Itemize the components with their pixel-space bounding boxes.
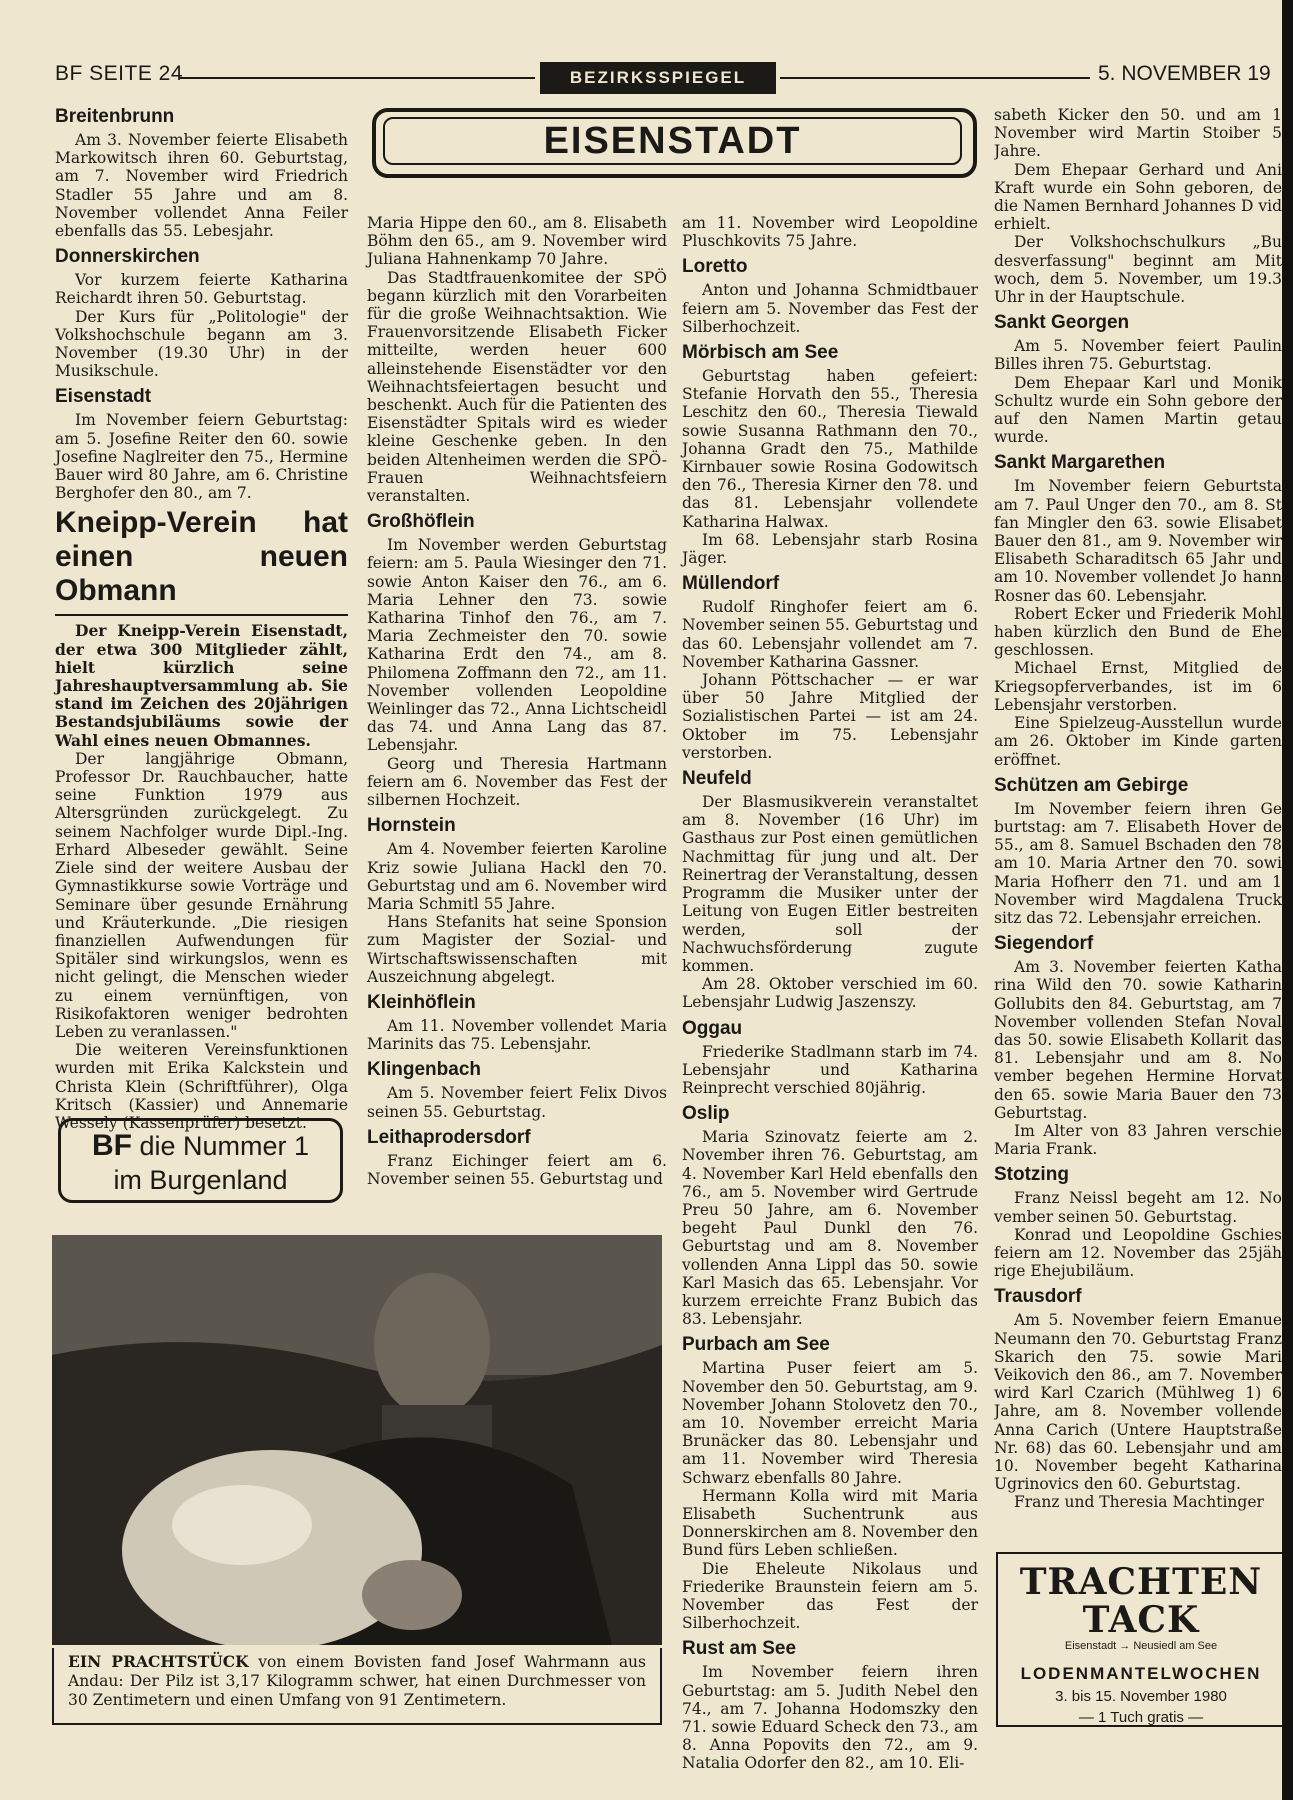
section-title: Schützen am Gebirge bbox=[994, 774, 1189, 796]
paragraph: Am 5. November feiert Felix Divos seinen 55. Geburtstag. bbox=[367, 1084, 667, 1121]
paragraph: Der Volkshochschulkurs „Bu desverfassung" beginnt am Mit woch, dem 5. November, um 19.3 Uhr in der Hauptschule. bbox=[994, 233, 1282, 307]
paragraph: Im November feiern ihren Ge burtstag: am 7. Elisabeth Hover de 55., am 8. Samuel Bschaden den 78 am 10. Maria Artner den 70. sowi Maria Hofherr den 71. und am 1 November wird Magdalena Truck sitz das 72. Lebensjahr erreichen. bbox=[994, 799, 1282, 927]
paragraph: Am 11. November vollendet Maria Marinits das 75. Lebensjahr. bbox=[367, 1016, 667, 1054]
section-title: Oggau bbox=[682, 1017, 743, 1039]
issue-date: 5. NOVEMBER 19 bbox=[1098, 62, 1271, 85]
column-3 bbox=[682, 214, 978, 1773]
trachten-logo-line1: TRACHTEN bbox=[1019, 1561, 1263, 1603]
paragraph: Friederike Stadlmann starb im 74. Lebensjahr und Katharina Reinprecht verschied 80jährig. bbox=[682, 1042, 978, 1097]
paragraph: Anton und Johanna Schmidtbauer feiern am 5. November das Fest der Silberhochzeit. bbox=[682, 281, 978, 336]
paragraph: Die weiteren Vereinsfunktionen wurden mit Erika Kalckstein und Christa Klein (Schriftführer), Olga Kritsch (Kassier) und Annemarie Wessely (Kassenprüfer) besetzt. bbox=[55, 1041, 348, 1132]
paragraph: Im November feiern Geburtsta am 7. Paul Unger den 70., am 8. St fan Mingler den 63. sowie Elisabet Bauer den 81., am 9. November wir Elisabeth Scharaditsch 65 Jahr und am 10. November vollendet Jo hann Rosner das 60. Lebensjahr. bbox=[994, 477, 1282, 605]
bf-advert bbox=[58, 1118, 343, 1203]
paragraph: Johann Pöttschacher — er war über 50 Jahre Mitglied der Sozialistischen Partei — ist am 24. Oktober im 75. Lebensjahr verstorben. bbox=[682, 671, 978, 762]
photo-illustration bbox=[52, 1235, 662, 1645]
paragraph: Der Kurs für „Politologie" der Volkshochschule begann am 3. November (19.30 Uhr) in der Musikschule. bbox=[55, 307, 348, 381]
paragraph: Martina Puser feiert am 5. November den 50. Geburtstag, am 9. November Johann Stolovetz den 70., am 10. November erreicht Maria Brunäcker das 80. Lebensjahr und am 11. November wird Theresia Schwarz ebenfalls 80 Jahre. bbox=[682, 1359, 978, 1487]
paragraph: Robert Ecker und Friederik Mohl haben kürzlich den Bund de Ehe geschlossen. bbox=[994, 604, 1282, 660]
paragraph: Im Alter von 83 Jahren verschie Maria Frank. bbox=[994, 1121, 1282, 1159]
bf-ad-line2: im Burgenland bbox=[113, 1165, 288, 1195]
paragraph: Im November feiern Geburtstag: am 5. Josefine Reiter den 60. sowie Josefine Naglreiter den 75., Hermine Bauer wird 80 Jahre, am 6. Christine Berghofer den 80., am 7. bbox=[55, 411, 348, 503]
paragraph: Franz Eichinger feiert am 6. November seinen 55. Geburtstag und bbox=[367, 1151, 667, 1188]
paragraph: Hans Stefanits hat seine Sponsion zum Magister der Sozial- und Wirtschaftswissenschaften mit Auszeichnung abgelegt. bbox=[367, 913, 667, 986]
paragraph: Hermann Kolla wird mit Maria Elisabeth Suchentrunk aus Donnerskirchen am 8. November den Bund fürs Leben schließen. bbox=[682, 1486, 978, 1560]
trachten-locations: Eisenstadt → Neusiedl am See bbox=[1064, 1640, 1218, 1652]
paragraph: Am 3. November feierten Katha rina Wild den 70. sowie Katharin Gollubits den 84. Geburtstag, am 7 November vollenden Stefan Noval das 50. sowie Elisabeth Kollarit das 81. Lebensjahr und am 8. No vember begehen Hermine Horvat den 65. sowie Maria Bauer den 73 Geburtstag. bbox=[994, 958, 1282, 1122]
paragraph: am 11. November wird Leopoldine Pluschkovits 75 Jahre. bbox=[682, 214, 978, 251]
paragraph: Michael Ernst, Mitglied de Kriegsopferverbandes, ist im 6 Lebensjahr verstorben. bbox=[994, 659, 1282, 714]
header-rule-right bbox=[780, 77, 1090, 79]
column-1 bbox=[55, 106, 348, 1132]
section-title: Loretto bbox=[682, 256, 748, 278]
section-title: Mörbisch am See bbox=[682, 342, 839, 364]
section-title: Stotzing bbox=[994, 1164, 1069, 1186]
section-title: Kleinhöflein bbox=[367, 991, 476, 1013]
paragraph: Am 5. November feiern Emanue Neumann den 70. Geburtstag Franz Skarich den 75. sowie Mari Veikovich den 86., am 7. November wird Karl Czarich (Mühlweg 1) 6 Jahre, am 8. November vollende Anna Carich (Untere Hauptstraße Nr. 68) das 60. Lebensjahr und am 10. November begeht Katharina Ugrinovics den 60. Geburtstag. bbox=[994, 1311, 1282, 1494]
paragraph: Am 28. Oktober verschied im 60. Lebensjahr Ludwig Jaszenszy. bbox=[682, 975, 978, 1012]
section-title: Oslip bbox=[682, 1103, 730, 1125]
paragraph: Am 4. November feierten Karoline Kriz sowie Juliana Hackl den 70. Geburtstag und am 6. November wird Maria Schmitl 55 Jahre. bbox=[367, 840, 667, 913]
news-photo bbox=[52, 1235, 662, 1645]
bf-logo: BF bbox=[91, 1129, 132, 1162]
paragraph: Am 3. November feierte Elisabeth Markowitsch ihren 60. Geburtstag, am 7. November wird Friedrich Stadler 55 Jahre und am 8. November vollendet Anna Feiler ebenfalls das 55. Lebesjahr. bbox=[55, 131, 348, 241]
article-headline: Kneipp-Verein hat einen neuen Obmann bbox=[55, 506, 348, 608]
photo-caption bbox=[52, 1648, 662, 1725]
banner-title: EISENSTADT bbox=[383, 117, 962, 165]
trachten-offer: — 1 Tuch gratis — bbox=[1078, 1709, 1204, 1726]
paragraph: Vor kurzem feierte Katharina Reichardt ihren 50. Geburtstag. bbox=[55, 271, 348, 308]
paragraph: Im November feiern ihren Geburtstag: am 5. Judith Nebel den 74., am 7. Johanna Hodomszky den 71. sowie Eduard Scheck den 73., am 8. Anna Popovits den 72., am 9. Natalia Odorfer den 82., am 10. Eli- bbox=[682, 1663, 978, 1773]
scan-edge bbox=[1282, 0, 1293, 1800]
article-lead: Der Kneipp-Verein Eisenstadt, der etwa 300 Mitglieder zählt, hielt kürzlich seine Jahreshauptversammlung ab. Sie stand im Zeichen des 20jährigen Bestandsjubiläums sowie der Wahl eines neuen Obmannes. bbox=[55, 614, 348, 749]
section-title: Großhöflein bbox=[367, 511, 475, 533]
section-title: Trausdorf bbox=[994, 1286, 1082, 1308]
section-title: Breitenbrunn bbox=[55, 106, 175, 127]
paragraph: Dem Ehepaar Karl und Monik Schultz wurde ein Sohn gebore der auf den Namen Martin getau wurde. bbox=[994, 373, 1282, 447]
paragraph: Franz Neissl begeht am 12. No vember seinen 50. Geburtstag. bbox=[994, 1189, 1282, 1226]
paragraph: Am 5. November feiert Paulin Billes ihren 75. Geburtstag. bbox=[994, 337, 1282, 374]
paragraph: Konrad und Leopoldine Gschies feiern am 12. November das 25jäh rige Ehejubiläum. bbox=[994, 1225, 1282, 1281]
paragraph: sabeth Kicker den 50. und am 1 November wird Martin Stoiber 5 Jahre. bbox=[994, 106, 1282, 161]
section-title: Neufeld bbox=[682, 768, 752, 790]
section-title: Siegendorf bbox=[994, 933, 1094, 955]
header-rule-left bbox=[180, 77, 535, 79]
paragraph: Geburtstag haben gefeiert: Stefanie Horvath den 55., Theresia Leschitz den 60., Theresia Tiewald sowie Susanna Rathmann den 70., Johanna Gradt den 75., Mathilde Kirnbauer sowie Rosina Godowitsch den 76., Theresia Kirner den 78. und das 81. Lebensjahr vollendete Katharina Halwax. bbox=[682, 367, 978, 531]
trachten-logo-line2: TACK bbox=[1082, 1599, 1200, 1641]
paragraph: Dem Ehepaar Gerhard und Ani Kraft wurde ein Sohn geboren, de die Namen Bernhard Johannes D vid erhielt. bbox=[994, 160, 1282, 234]
paragraph: Eine Spielzeug-Ausstellun wurde am 26. Oktober im Kinde garten eröffnet. bbox=[994, 714, 1282, 769]
paragraph: Rudolf Ringhofer feiert am 6. November seinen 55. Geburtstag und das 60. Lebensjahr vollendet am 7. November Katharina Gassner. bbox=[682, 598, 978, 671]
paragraph: Der langjährige Obmann, Professor Dr. Rauchbaucher, hatte seine Funktion 1979 aus Altersgründen zurückgelegt. Zu seinem Nachfolger wurde Dipl.-Ing. Erhard Albeseder gewählt. Seine Ziele sind der weitere Ausbau der Gymnastikkurse sowie Vorträge und Seminare über gesunde Ernährung und Kräuterkunde. „Die riesigen finanziellen Aufwendungen für Spitäler sind wirkungslos, wenn es nicht gelingt, die Menschen wieder zu einem vernünftigen, von Risikofaktoren weniger bedrohten Leben zu veranlassen." bbox=[55, 749, 348, 1041]
trachten-dates: 3. bis 15. November 1980 bbox=[1055, 1688, 1227, 1705]
paragraph: Maria Hippe den 60., am 8. Elisabeth Böhm den 65., am 9. November wird Juliana Hahnenkamp 70 Jahre. bbox=[367, 214, 667, 269]
section-title: Sankt Georgen bbox=[994, 312, 1130, 334]
section-title: Hornstein bbox=[367, 815, 456, 837]
trachten-headline: LODENMANTELWOCHEN bbox=[1020, 1664, 1262, 1683]
paragraph: Maria Szinovatz feierte am 2. November ihren 76. Geburtstag, am 4. November Karl Held ebenfalls den 76., am 5. November wird Gertrude Preu 50 Jahre, am 6. November begeht Paul Dunkl den 76. Geburtstag und am 8. November vollenden Anna Lippl das 50. sowie Karl Masich das 65. Lebensjahr. Vor kurzem erreichte Franz Bubich das 83. Lebensjahr. bbox=[682, 1128, 978, 1329]
paragraph: Der Blasmusikverein veranstaltet am 8. November (16 Uhr) im Gasthaus zur Post einen gemütlichen Nachmittag für jung und alt. Der Reinertrag der Veranstaltung, dessen Programm die Musiker unter der Leitung von Eugen Eitler bestreiten werden, soll der Nachwuchsförderung zugute kommen. bbox=[682, 793, 978, 975]
caption-text: von einem Bovisten fand Josef Wahrmann aus Andau: Der Pilz ist 3,17 Kilogramm schwer, hat einen Durchmesser von 30 Zentimetern und einen Umfang von 91 Zentimetern. bbox=[68, 1653, 646, 1709]
paragraph: Im November werden Geburtstag feiern: am 5. Paula Wiesinger den 71. sowie Anton Kaiser den 76., am 6. Maria Lehner den 73. sowie Katharina Tinhof den 76., am 7. Maria Zechmeister den 70. sowie Katharina Erdt den 74., am 8. Philomena Zoffmann den 72., am 11. November vollenden Leopoldine Weinlinger das 72., Anna Lichtscheidl das 74. und Anna Lang das 87. Lebensjahr. bbox=[367, 536, 667, 755]
section-title: Leithaprodersdorf bbox=[367, 1126, 531, 1148]
paragraph: Im 68. Lebensjahr starb Rosina Jäger. bbox=[682, 530, 978, 568]
page-label: BF SEITE 24 bbox=[55, 62, 184, 85]
column-2 bbox=[367, 214, 667, 1188]
paragraph: Franz und Theresia Machtinger bbox=[1014, 1493, 1264, 1512]
section-title: Donnerskirchen bbox=[55, 246, 200, 268]
section-title: Müllendorf bbox=[682, 573, 780, 595]
column-4 bbox=[994, 106, 1282, 1512]
paragraph: Das Stadtfrauenkomitee der SPÖ begann kürzlich mit den Vorarbeiten für die große Weihnachtsaktion. Wie Frauenvorsitzende Elisabeth Ficker mitteilte, werden heuer 600 alleinstehende Eisenstädter vor den Weihnachtsfeiertagen besucht und beschenkt. Auch für die Patienten des Eisenstädter Spitals wird es wieder kleine Geschenke geben. In den beiden Altenheimen werden die SPÖ-Frauen Weihnachtsfeiern veranstalten. bbox=[367, 268, 667, 506]
section-title: Klingenbach bbox=[367, 1059, 482, 1081]
paragraph: Georg und Theresia Hartmann feiern am 6. November das Fest der silbernen Hochzeit. bbox=[367, 754, 667, 810]
section-title: Sankt Margarethen bbox=[994, 452, 1166, 474]
section-title: Eisenstadt bbox=[55, 386, 152, 408]
bf-ad-line1: die Nummer 1 bbox=[139, 1131, 310, 1161]
caption-lead: EIN PRACHTSTÜCK bbox=[68, 1652, 249, 1671]
section-title: Rust am See bbox=[682, 1638, 797, 1660]
section-title: Purbach am See bbox=[682, 1334, 830, 1356]
trachten-advert bbox=[996, 1552, 1286, 1727]
section-label: BEZIRKSSPIEGEL bbox=[540, 62, 776, 94]
paragraph: Die Eheleute Nikolaus und Friederike Braunstein feiern am 5. November das Fest der Silberhochzeit. bbox=[682, 1559, 978, 1633]
